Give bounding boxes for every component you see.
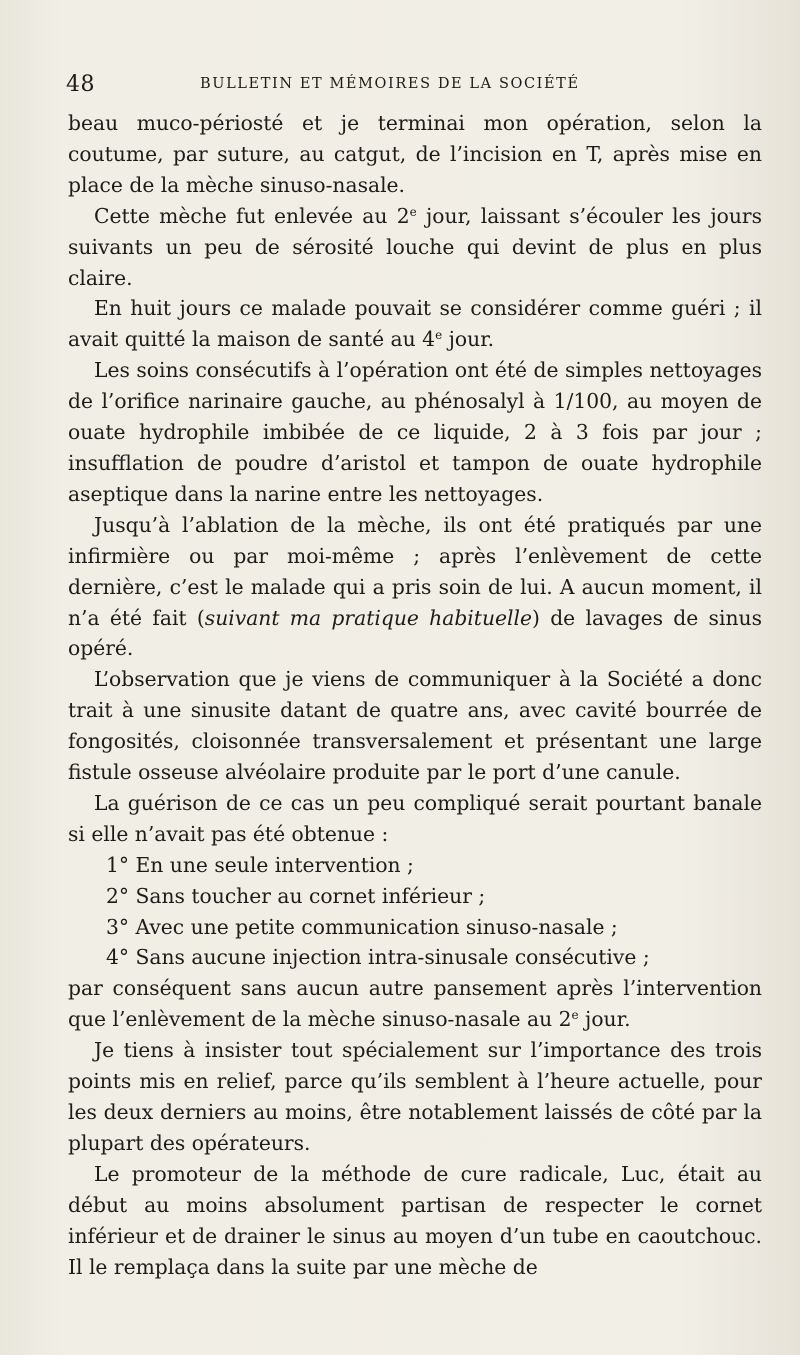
paragraph-2-text-a: Cette mèche fut enlevée au 2 xyxy=(94,203,410,228)
ordinal-suffix: e xyxy=(571,1008,579,1023)
ordinal-suffix: e xyxy=(435,328,443,343)
list-item-2: 2° Sans toucher au cornet inférieur ; xyxy=(106,883,486,908)
paragraph-10: Le promoteur de la méthode de cure radicale, Luc, était au début au moins absolument partisan de respecter le cornet inférieur et de drainer le sinus au moyen d’un tube en caoutchouc. Il le remplaça dans la suite par une mèche de xyxy=(68,1161,762,1279)
paragraph-8 xyxy=(68,973,762,1035)
paragraph-2-text-b: jour, laissant s’écouler les jours suivants un peu de sérosité louche qui devint de plus en plus claire. xyxy=(68,203,762,290)
paragraph-6: L’observation que je viens de communiquer à la Société a donc trait à une sinusite datant de quatre ans, avec cavité bourrée de fongosités, cloisonnée transversalement et présentant une large fistule osseuse alvéolaire produite par le port d’une canule. xyxy=(68,667,762,785)
list-item-1: 1° En une seule intervention ; xyxy=(106,852,414,877)
paragraph-4: Les soins consécutifs à l’opération ont été de simples nettoyages de l’orifice narinaire gauche, au phénosalyl à 1/100, au moyen de ouate hydrophile imbibée de ce liquide, 2 à 3 fois par jour ; insufflation de poudre d’aristol et tampon de ouate hydrophile aseptique dans la narine entre les nettoyages. xyxy=(68,358,762,506)
paragraph-1: beau muco-périosté et je terminai mon opération, selon la coutume, par suture, au catgut, de l’incision en T, après mise en place de la mèche sinuso-nasale. xyxy=(68,111,762,197)
paragraph-5-text-a: Jusqu’à l’ablation de la mèche, ils ont été pratiqués par une infirmière ou par moi-même ; après l’enlèvement de cette dernière, c’est le malade qui a pris soin de lui. A aucun moment, il n’a été fait ( xyxy=(68,512,762,630)
paragraph-3-text-b: jour. xyxy=(442,327,495,352)
page-number: 48 xyxy=(66,72,95,97)
running-head: BULLETIN ET MÉMOIRES DE LA SOCIÉTÉ xyxy=(200,76,580,92)
paragraph-5-text-b: ) de lavages de sinus opéré. xyxy=(68,605,762,661)
ordinal-suffix: e xyxy=(409,204,417,219)
paragraph-8-text-a: par conséquent sans aucun autre pansement après l’intervention que l’enlèvement de la mèche sinuso-nasale au 2 xyxy=(68,976,762,1032)
page-header xyxy=(66,66,756,106)
paragraph-5 xyxy=(68,510,762,665)
list-item-3: 3° Avec une petite communication sinuso-nasale ; xyxy=(106,914,618,939)
paragraph-3 xyxy=(68,293,762,355)
paragraph-2 xyxy=(68,201,762,294)
paragraph-8-text-b: jour. xyxy=(578,1007,631,1032)
paragraph-9: Je tiens à insister tout spécialement sur l’importance des trois points mis en relief, parce qu’ils semblent à l’heure actuelle, pour les deux derniers au moins, être notablement laissés de côté par la plupart des opérateurs. xyxy=(68,1038,762,1155)
paragraph-7: La guérison de ce cas un peu compliqué serait pourtant banale si elle n’avait pas été obtenue : xyxy=(68,790,762,846)
body-text xyxy=(68,108,762,1282)
paragraph-5-italic: suivant ma pratique habituelle xyxy=(204,605,532,630)
list-item-4: 4° Sans aucune injection intra-sinusale consécutive ; xyxy=(106,945,650,970)
paragraph-3-text-a: En huit jours ce malade pouvait se considérer comme guéri ; il avait quitté la maison de santé au 4 xyxy=(68,296,762,352)
